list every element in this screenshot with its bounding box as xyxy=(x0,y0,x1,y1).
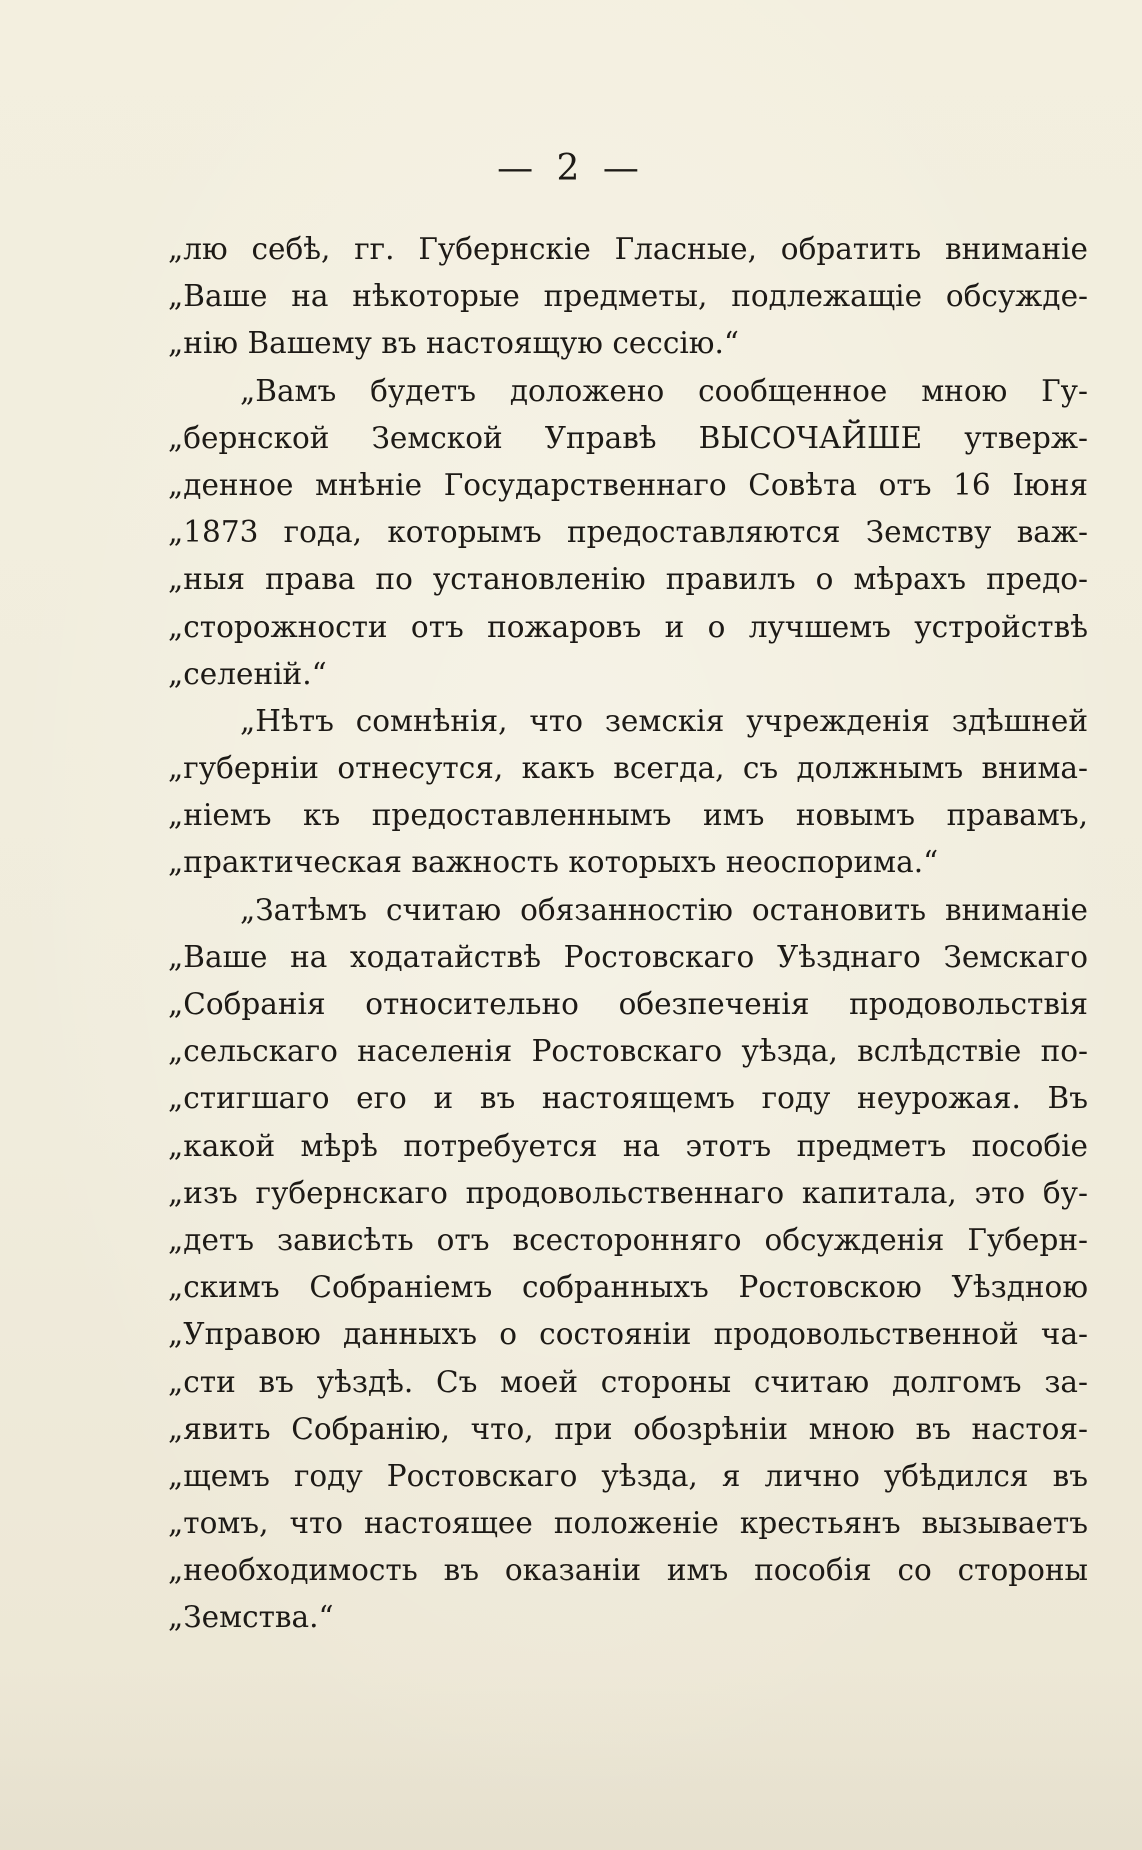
text-line: „бернской Земской Управѣ ВЫСОЧАЙШЕ утверж- xyxy=(168,420,1088,455)
body-text xyxy=(168,226,1088,1642)
text-line: „необходимость въ оказаніи имъ пособія со стороны xyxy=(168,1553,1088,1588)
text-line: „Управою данныхъ о состояніи продовольственной ча- xyxy=(168,1317,1088,1352)
text-line: „Земства.“ xyxy=(168,1600,334,1635)
text-line: „Вамъ будетъ доложено сообщенное мною Гу- xyxy=(240,373,1088,408)
text-line: „1873 года, которымъ предоставляются Земству важ- xyxy=(168,515,1088,550)
text-line: „Ваше на ходатайствѣ Ростовскаго Уѣзднаго Земскаго xyxy=(168,939,1088,974)
text-line: „детъ зависѣть отъ всесторонняго обсужденія Губерн- xyxy=(168,1222,1088,1257)
text-line: „сельскаго населенія Ростовскаго уѣзда, вслѣдствіе по- xyxy=(168,1034,1088,1069)
text-line: „лю себѣ, гг. Губернскіе Гласные, обратить вниманіе xyxy=(168,232,1088,266)
text-line: „скимъ Собраніемъ собранныхъ Ростовскою Уѣздною xyxy=(168,1270,1088,1305)
page-shading xyxy=(0,1670,1142,1850)
text-line: „томъ, что настоящее положеніе крестьянъ вызываетъ xyxy=(168,1506,1088,1541)
page-number: — 2 — xyxy=(497,148,645,189)
text-line: „селеній.“ xyxy=(168,656,327,691)
text-line: „щемъ году Ростовскаго уѣзда, я лично убѣдился въ xyxy=(168,1458,1088,1493)
text-line: „Собранія относительно обезпеченія продовольствія xyxy=(168,987,1088,1021)
text-line: „сторожности отъ пожаровъ и о лучшемъ устройствѣ xyxy=(168,609,1088,644)
text-line: „ніемъ къ предоставленнымъ имъ новымъ правамъ, xyxy=(168,798,1088,833)
text-line: „денное мнѣніе Государственнаго Совѣта отъ 16 Іюня xyxy=(168,467,1088,502)
text-line: „явить Собранію, что, при обозрѣніи мною въ настоя- xyxy=(168,1411,1088,1446)
text-line: „практическая важность которыхъ неоспорима.“ xyxy=(168,845,939,880)
text-line: „изъ губернскаго продовольственнаго капитала, это бу- xyxy=(168,1175,1088,1210)
text-line: „Нѣтъ сомнѣнія, что земскія учрежденія здѣшней xyxy=(240,703,1088,738)
text-line: „сти въ уѣздѣ. Съ моей стороны считаю долгомъ за- xyxy=(168,1364,1088,1399)
text-line: „стигшаго его и въ настоящемъ году неурожая. Въ xyxy=(168,1081,1088,1116)
text-line: „нію Вашему въ настоящую сессію.“ xyxy=(168,326,739,361)
text-line: „губерніи отнесутся, какъ всегда, съ должнымъ внима- xyxy=(168,751,1088,786)
text-line: „Ваше на нѣкоторые предметы, подлежащіе обсужде- xyxy=(168,279,1088,314)
text-line: „ныя права по установленію правилъ о мѣрахъ предо- xyxy=(168,562,1088,597)
text-line: „Затѣмъ считаю обязанностію остановить вниманіе xyxy=(240,892,1088,927)
text-line: „какой мѣрѣ потребуется на этотъ предметъ пособіе xyxy=(168,1128,1088,1163)
